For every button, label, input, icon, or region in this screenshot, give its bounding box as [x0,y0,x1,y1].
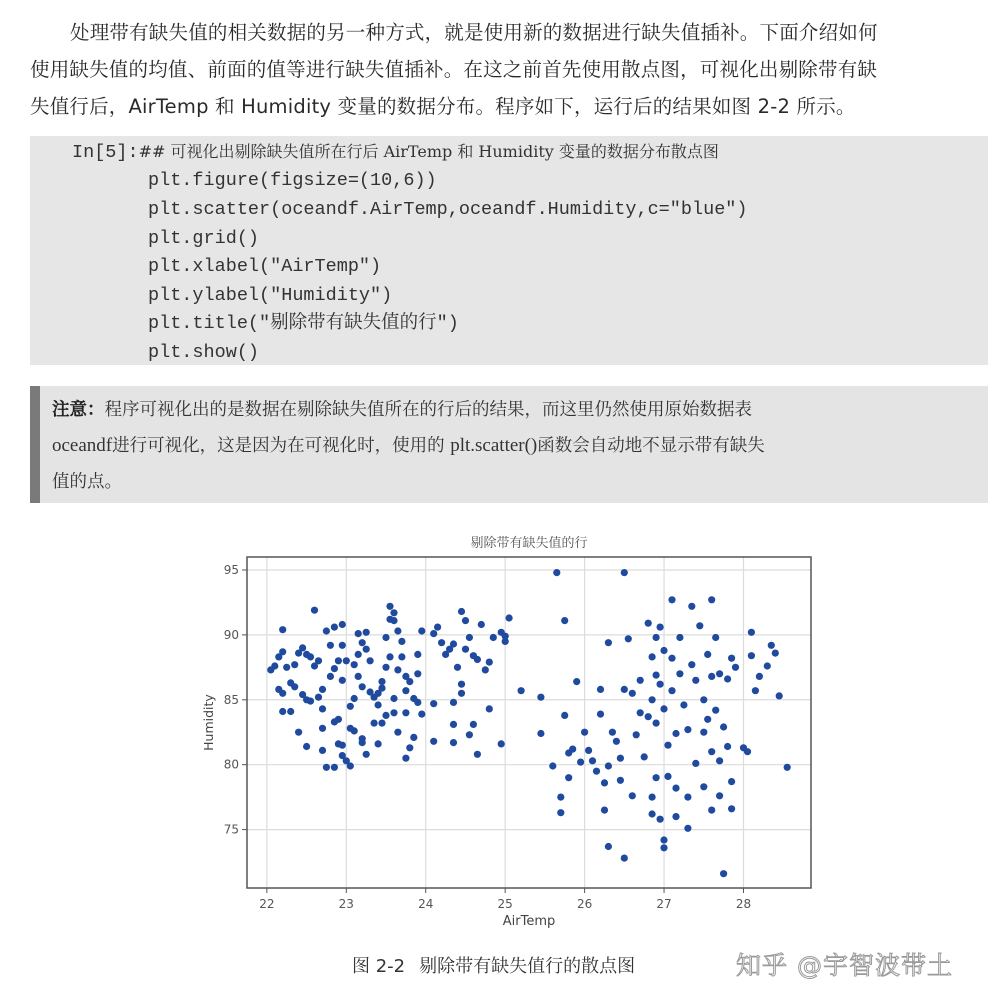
data-point [478,621,485,628]
data-point [716,792,723,799]
data-point [303,743,310,750]
data-point [371,720,378,727]
data-point [700,696,707,703]
data-point [537,730,544,737]
data-point [776,692,783,699]
data-point [589,757,596,764]
data-point [406,744,413,751]
note-accent-bar [30,386,40,503]
data-point [279,626,286,633]
data-point [390,695,397,702]
data-point [637,677,644,684]
data-point [649,794,656,801]
figure-caption [352,952,635,978]
data-point [279,708,286,715]
data-point [672,730,679,737]
data-point [700,783,707,790]
data-point [502,633,509,640]
note-code-oceandf: oceandf [52,435,113,456]
data-point [311,607,318,614]
data-point [708,596,715,603]
y-tick-label: 80 [223,757,239,772]
data-point [672,813,679,820]
data-point [430,738,437,745]
data-point [732,664,739,671]
data-point [299,691,306,698]
data-point [402,709,409,716]
data-point [605,843,612,850]
data-point [339,642,346,649]
data-point [704,716,711,723]
y-tick-label: 75 [223,822,239,837]
data-point [518,687,525,694]
data-point [462,646,469,653]
data-point [664,773,671,780]
data-point [657,624,664,631]
zhihu-watermark: 知乎 @宇智波带土 [736,951,953,980]
code-line: plt.title("剔除带有缺失值的行") [148,313,459,334]
data-point [561,712,568,719]
data-point [561,617,568,624]
data-point [748,629,755,636]
data-point [375,701,382,708]
data-point [279,648,286,655]
data-point [772,650,779,657]
data-point [386,653,393,660]
data-point [390,709,397,716]
code-line: plt.figure(figsize=(10,6)) [148,170,437,191]
data-point [597,686,604,693]
data-point [434,624,441,631]
data-point [645,713,652,720]
data-point [498,740,505,747]
data-point [668,687,675,694]
data-point [462,617,469,624]
data-point [668,655,675,662]
data-point [331,665,338,672]
x-tick-label: 27 [656,897,672,911]
figure-title: 剔除带有缺失值行的散点图 [419,956,636,977]
data-point [668,596,675,603]
data-point [386,603,393,610]
data-point [486,659,493,666]
data-point [307,698,314,705]
data-point [728,805,735,812]
data-point [605,639,612,646]
data-point [676,634,683,641]
data-point [474,656,481,663]
data-point [482,666,489,673]
data-point [291,661,298,668]
data-point [375,740,382,747]
data-point [649,653,656,660]
data-point [617,777,624,784]
data-point [486,705,493,712]
data-point [645,620,652,627]
data-point [466,731,473,738]
data-point [291,683,298,690]
data-point [438,639,445,646]
data-point [398,653,405,660]
data-point [660,705,667,712]
data-point [363,751,370,758]
data-point [363,629,370,636]
data-point [724,743,731,750]
note-line-2: 进行可视化，这是因为在可视化时，使用的 [112,436,445,456]
data-point [394,666,401,673]
data-point [335,657,342,664]
data-point [414,699,421,706]
data-point [450,699,457,706]
data-point [430,630,437,637]
data-point [601,779,608,786]
data-point [367,657,374,664]
figure-number: 图 2-2 [352,956,406,977]
data-point [577,759,584,766]
code-line: plt.xlabel("AirTemp") [148,256,382,277]
x-tick-label: 26 [576,897,593,911]
data-point [716,670,723,677]
data-point [724,675,731,682]
y-tick-label: 85 [223,692,239,707]
code-block [30,136,988,365]
data-point [343,757,350,764]
paragraph-line: 失值行后，AirTemp 和 Humidity 变量的数据分布。程序如下，运行后的结果如图 2-2 所示。 [30,95,856,118]
y-axis-label: Humidity [201,694,216,751]
data-point [621,686,628,693]
data-point [557,794,564,801]
data-point [450,721,457,728]
data-point [307,653,314,660]
data-point [708,673,715,680]
data-point [430,700,437,707]
data-point [339,742,346,749]
data-point [410,734,417,741]
x-tick-label: 22 [259,897,275,911]
data-point [390,617,397,624]
data-point [704,651,711,658]
data-point [676,670,683,677]
data-point [605,762,612,769]
data-point [549,762,556,769]
data-point [716,757,723,764]
data-point [752,687,759,694]
data-point [621,855,628,862]
data-point [271,662,278,669]
data-point [390,609,397,616]
data-point [573,678,580,685]
data-point [649,696,656,703]
data-point [414,670,421,677]
data-point [696,622,703,629]
data-point [331,718,338,725]
data-point [537,694,544,701]
data-point [450,640,457,647]
data-point [784,764,791,771]
data-point [641,753,648,760]
note-callout [30,386,988,503]
data-point [621,569,628,576]
y-tick-label: 90 [223,627,239,642]
data-point [319,705,326,712]
data-point [720,723,727,730]
data-point [402,687,409,694]
code-line: plt.grid() [148,228,260,249]
note-line-1: 程序可视化出的是数据在剔除缺失值所在的行后的结果，而这里仍然使用原始数据表 [104,400,752,420]
note-text [52,392,982,500]
code-line: plt.ylabel("Humidity") [148,285,393,306]
data-point [613,738,620,745]
data-point [382,664,389,671]
note-line-3: 值的点。 [52,472,122,492]
data-point [343,657,350,664]
data-point [672,785,679,792]
data-point [414,651,421,658]
data-point [283,664,290,671]
data-point [378,685,385,692]
data-point [708,807,715,814]
data-point [458,681,465,688]
data-point [351,661,358,668]
x-tick-label: 23 [338,897,354,911]
data-point [692,760,699,767]
data-point [728,655,735,662]
data-point [660,836,667,843]
data-point [355,630,362,637]
data-point [585,747,592,754]
data-point [581,729,588,736]
data-point [601,807,608,814]
x-tick-label: 24 [418,897,434,911]
data-point [649,810,656,817]
data-point [660,647,667,654]
data-point [378,678,385,685]
data-point [633,731,640,738]
data-point [470,721,477,728]
data-point [315,694,322,701]
data-point [418,627,425,634]
scatter-plot-svg [195,530,825,940]
data-point [355,673,362,680]
data-point [339,677,346,684]
data-point [323,764,330,771]
data-point [398,638,405,645]
data-point [382,634,389,641]
data-point [331,764,338,771]
data-point [569,746,576,753]
data-point [506,614,513,621]
data-point [382,712,389,719]
data-point [287,708,294,715]
code-comment: ## 可视化出剔除缺失值所在行后 AirTemp 和 Humidity 变量的数据分布散点图 [138,142,719,161]
y-tick-label: 95 [223,562,239,577]
intro-paragraph [30,14,990,125]
scatter-chart [195,530,825,940]
paragraph-line: 处理带有缺失值的相关数据的另一种方式，就是使用新的数据进行缺失值插补。下面介绍如何 [70,21,878,44]
data-point [593,768,600,775]
data-point [657,681,664,688]
data-point [466,634,473,641]
data-point [351,727,358,734]
data-point [454,664,461,671]
data-point [323,627,330,634]
data-point [684,726,691,733]
data-point [629,792,636,799]
data-point [315,657,322,664]
data-point [657,816,664,823]
data-point [748,652,755,659]
x-tick-label: 25 [497,897,513,911]
code-prompt: In[5]: [72,142,139,163]
data-point [653,634,660,641]
data-point [458,690,465,697]
data-point [327,642,334,649]
data-point [394,627,401,634]
data-point [700,729,707,736]
data-point [299,644,306,651]
data-point [680,701,687,708]
code-line: plt.show() [148,342,260,363]
code-line-header [72,138,719,167]
data-point [331,624,338,631]
data-point [458,608,465,615]
data-point [406,678,413,685]
data-point [418,711,425,718]
data-point [637,709,644,716]
data-point [597,711,604,718]
data-point [653,774,660,781]
code-line: plt.scatter(oceandf.AirTemp,oceandf.Humidity,c="blue") [148,199,748,220]
data-point [653,720,660,727]
data-point [565,774,572,781]
data-point [617,755,624,762]
note-code-scatter: plt.scatter() [450,435,538,456]
data-point [684,794,691,801]
data-point [351,695,358,702]
data-point [279,690,286,697]
data-point [688,603,695,610]
data-point [363,646,370,653]
data-point [553,569,560,576]
data-point [768,642,775,649]
data-point [319,686,326,693]
paragraph-line: 使用缺失值的均值、前面的值等进行缺失值插补。在这之前首先使用散点图，可视化出剔除带有缺 [30,58,878,81]
data-point [692,677,699,684]
data-point [653,672,660,679]
data-point [450,739,457,746]
data-point [728,778,735,785]
data-point [378,720,385,727]
data-point [708,748,715,755]
data-point [347,703,354,710]
data-point [744,748,751,755]
note-line-2-end: 函数会自动地不显示带有缺失 [537,436,765,456]
x-tick-label: 28 [735,897,752,911]
data-point [490,634,497,641]
data-point [394,729,401,736]
data-point [764,662,771,669]
data-point [660,844,667,851]
data-point [712,634,719,641]
data-point [319,725,326,732]
data-point [474,751,481,758]
data-point [625,635,632,642]
note-label: 注意： [52,400,105,420]
data-point [712,707,719,714]
data-point [295,729,302,736]
data-point [756,673,763,680]
data-point [684,825,691,832]
data-point [720,870,727,877]
chart-title: 剔除带有缺失值的行 [470,536,588,551]
data-point [339,621,346,628]
data-point [359,739,366,746]
data-point [664,742,671,749]
data-point [557,809,564,816]
x-axis-label: AirTemp [502,914,556,929]
data-point [629,690,636,697]
data-point [355,651,362,658]
data-point [688,661,695,668]
data-point [609,729,616,736]
data-point [327,673,334,680]
data-point [402,755,409,762]
data-point [319,747,326,754]
data-point [359,683,366,690]
data-point [359,639,366,646]
